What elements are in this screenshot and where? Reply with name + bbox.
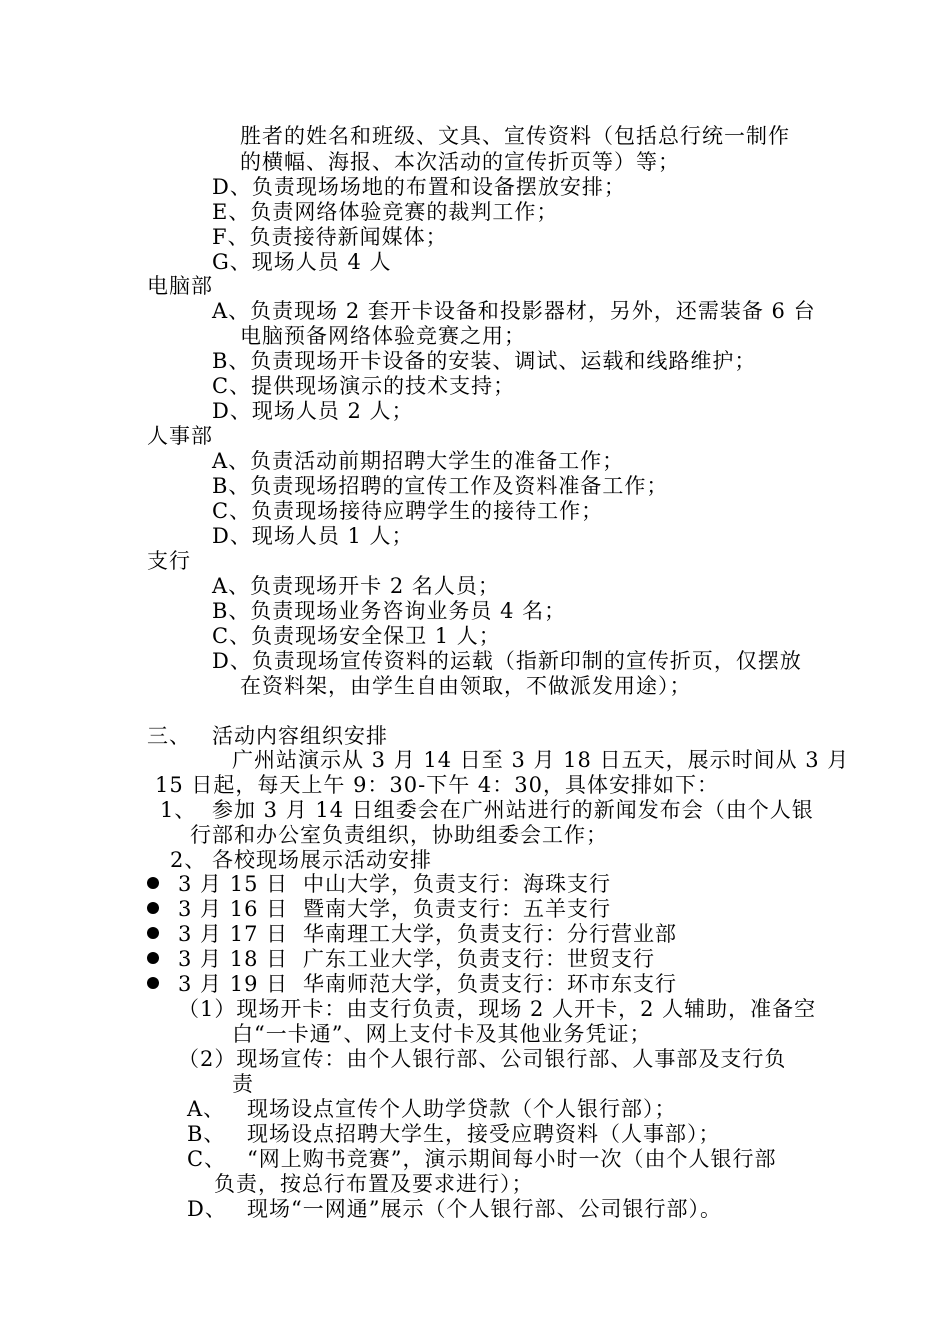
computer-dept-item: 电脑预备网络体验竞赛之用；: [240, 324, 526, 348]
pre-line-6: G、现场人员 4 人: [212, 250, 392, 274]
hr-dept-item: B、负责现场招聘的宣传工作及资料准备工作；: [212, 474, 669, 498]
item2-number: 2、: [170, 848, 207, 872]
branch-item: D、负责现场宣传资料的运载（指新印制的宣传折页，仅摆放: [212, 649, 802, 673]
schedule-date: 3 月 17 日: [178, 922, 289, 946]
branch-item: 在资料架，由学生自由领取，不做派发用途）；: [240, 674, 692, 698]
computer-dept-heading: 电脑部: [147, 274, 213, 298]
item1-number: 1、: [160, 798, 197, 822]
schedule-date: 3 月 18 日: [178, 947, 289, 971]
bullet-icon: [147, 902, 159, 914]
branch-item: B、负责现场业务咨询业务员 4 名；: [212, 599, 567, 623]
pre-line-2: 的横幅、海报、本次活动的宣传折页等）等；: [240, 150, 680, 174]
sub2-item-text: “网上购书竞赛”，演示期间每小时一次（由个人银行部: [247, 1147, 777, 1171]
schedule-date: 3 月 15 日: [178, 872, 289, 896]
hr-dept-item: A、负责活动前期招聘大学生的准备工作；: [212, 449, 625, 473]
branch-item: A、负责现场开卡 2 名人员；: [212, 574, 500, 598]
sub2-item-letter: A、: [187, 1097, 226, 1121]
pre-line-3: D、负责现场场地的布置和设备摆放安排；: [212, 175, 626, 199]
section3-intro: 15 日起，每天上午 9：30-下午 4：30，具体安排如下：: [155, 773, 720, 797]
hr-dept-item: C、负责现场接待应聘学生的接待工作；: [212, 499, 604, 523]
computer-dept-item: C、提供现场演示的技术支持；: [212, 374, 516, 398]
hr-dept-heading: 人事部: [147, 424, 213, 448]
item1-line: 行部和办公室负责组织，协助组委会工作；: [190, 823, 608, 847]
schedule-detail: 暨南大学，负责支行：五羊支行: [303, 897, 611, 921]
schedule-detail: 华南理工大学，负责支行：分行营业部: [303, 922, 677, 946]
bullet-icon: [147, 927, 159, 939]
sub1-line: 白“一卡通”、网上支付卡及其他业务凭证；: [232, 1022, 652, 1046]
item1-line: 参加 3 月 14 日组委会在广州站进行的新闻发布会（由个人银: [212, 798, 814, 822]
hr-dept-item: D、现场人员 1 人；: [212, 524, 414, 548]
sub2-item-text: 现场“一网通”展示（个人银行部、公司银行部）。: [247, 1197, 722, 1221]
section3-intro: 广州站演示从 3 月 14 日至 3 月 18 日五天，展示时间从 3 月: [232, 748, 850, 772]
schedule-detail: 广东工业大学，负责支行：世贸支行: [303, 947, 655, 971]
computer-dept-item: D、现场人员 2 人；: [212, 399, 414, 423]
sub2-item-letter: D、: [187, 1197, 227, 1221]
pre-line-5: F、负责接待新闻媒体；: [212, 225, 448, 249]
bullet-icon: [147, 877, 159, 889]
computer-dept-item: B、负责现场开卡设备的安装、调试、运载和线路维护；: [212, 349, 757, 373]
item2-title: 各校现场展示活动安排: [212, 848, 432, 872]
sub2-item-text: 负责，按总行布置及要求进行）；: [214, 1172, 534, 1196]
schedule-date: 3 月 16 日: [178, 897, 289, 921]
sub2-item-letter: C、: [187, 1147, 227, 1171]
sub1-line: （1）现场开卡：由支行负责，现场 2 人开卡，2 人辅助，准备空: [178, 997, 817, 1021]
sub2-line: 责: [232, 1072, 254, 1096]
pre-line-4: E、负责网络体验竞赛的裁判工作；: [212, 200, 559, 224]
sub2-line: （2）现场宣传：由个人银行部、公司银行部、人事部及支行负: [178, 1047, 787, 1071]
section3-title: 活动内容组织安排: [212, 724, 388, 748]
schedule-detail: 华南师范大学，负责支行：环市东支行: [303, 972, 677, 996]
schedule-detail: 中山大学，负责支行：海珠支行: [303, 872, 611, 896]
sub2-item-text: 现场设点宣传个人助学贷款（个人银行部）；: [247, 1097, 677, 1121]
pre-line-1: 胜者的姓名和班级、文具、宣传资料（包括总行统一制作: [240, 124, 790, 148]
schedule-date: 3 月 19 日: [178, 972, 289, 996]
computer-dept-item: A、负责现场 2 套开卡设备和投影器材，另外，还需装备 6 台: [212, 299, 816, 323]
bullet-icon: [147, 977, 159, 989]
section3-number: 三、: [147, 724, 191, 748]
branch-heading: 支行: [147, 549, 191, 573]
sub2-item-text: 现场设点招聘大学生，接受应聘资料（人事部）；: [247, 1122, 721, 1146]
bullet-icon: [147, 952, 159, 964]
branch-item: C、负责现场安全保卫 1 人；: [212, 624, 501, 648]
sub2-item-letter: B、: [187, 1122, 226, 1146]
